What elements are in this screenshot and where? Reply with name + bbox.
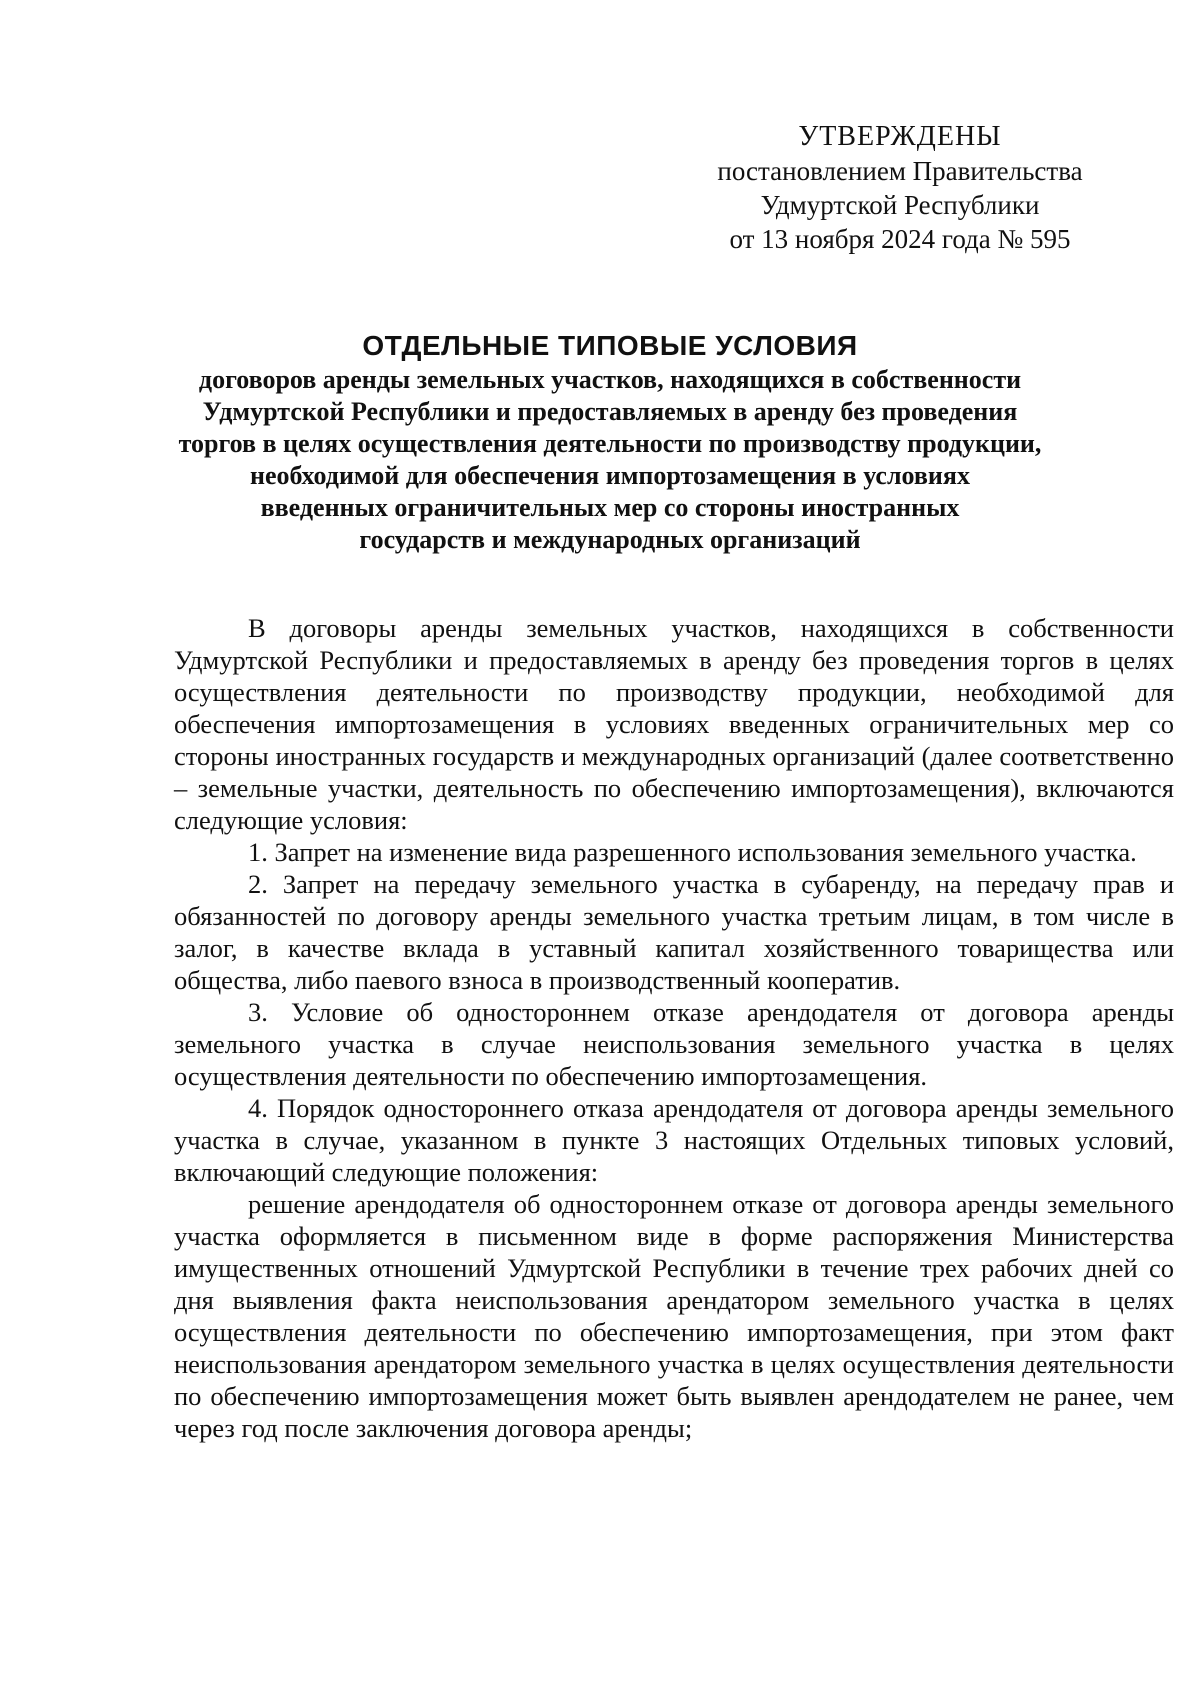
approval-line-2: Удмуртской Республики xyxy=(760,190,1040,220)
item-2-paragraph: 2. Запрет на передачу земельного участка в субаренду, на передачу прав и обязанностей по договору аренды земельного участка третьим лицам, в том числе в залог, в качестве вклада в уставный капитал хозяйственного товарищества или общества, либо паевого взноса в производственный кооператив. xyxy=(174,869,1174,995)
item-4-sub-paragraph: решение арендодателя об одностороннем отказе от договора аренды земельного участка оформляется в письменном виде в форме распоряжения Министерства имущественных отношений Удмуртской Республики в течение трех рабочих дней со дня выявления факта неиспользования арендатором земельного участка в целях осуществления деятельности по обеспечению импортозамещения, при этом факт неиспользования арендатором земельного участка в целях осуществления деятельности по обеспечению импортозамещения может быть выявлен арендодателем не ранее, чем через год после заключения договора аренды; xyxy=(174,1189,1174,1443)
main-title: ОТДЕЛЬНЫЕ ТИПОВЫЕ УСЛОВИЯ xyxy=(362,330,858,361)
approval-line-1: постановлением Правительства xyxy=(717,156,1083,186)
document-body xyxy=(174,612,1174,1444)
item-4-paragraph: 4. Порядок одностороннего отказа арендодателя от договора аренды земельного участка в случае, указанном в пункте 3 настоящих Отдельных типовых условий, включающий следующие положения: xyxy=(174,1093,1174,1187)
subtitle-line-3: торгов в целях осуществления деятельности по производству продукции, xyxy=(178,429,1042,458)
item-1-paragraph: 1. Запрет на изменение вида разрешенного использования земельного участка. xyxy=(248,837,1137,867)
subtitle-line-2: Удмуртской Республики и предоставляемых в аренду без проведения xyxy=(202,397,1018,426)
subtitle-line-1: договоров аренды земельных участков, находящихся в собственности xyxy=(198,365,1022,394)
approval-stamp xyxy=(700,120,1100,256)
subtitle-line-4: необходимой для обеспечения импортозамещения в условиях xyxy=(250,461,970,490)
subtitle-line-5: введенных ограничительных мер со стороны иностранных xyxy=(260,493,960,522)
subtitle-line-6: государств и международных организаций xyxy=(359,525,861,554)
intro-paragraph: В договоры аренды земельных участков, находящихся в собственности Удмуртской Республики и предоставляемых в аренду без проведения торгов в целях осуществления деятельности по производству продукции, необходимой для обеспечения импортозамещения в условиях введенных ограничительных мер со стороны иностранных государств и международных организаций (далее соответственно – земельные участки, деятельность по обеспечению импортозамещения), включаются следующие условия: xyxy=(174,613,1174,835)
document-title xyxy=(170,328,1050,556)
approval-line-3: от 13 ноября 2024 года № 595 xyxy=(729,224,1071,254)
item-3-paragraph: 3. Условие об одностороннем отказе арендодателя от договора аренды земельного участка в случае неиспользования земельного участка в целях осуществления деятельности по обеспечению импортозамещения. xyxy=(174,997,1174,1091)
approval-heading: УТВЕРЖДЕНЫ xyxy=(798,121,1002,152)
